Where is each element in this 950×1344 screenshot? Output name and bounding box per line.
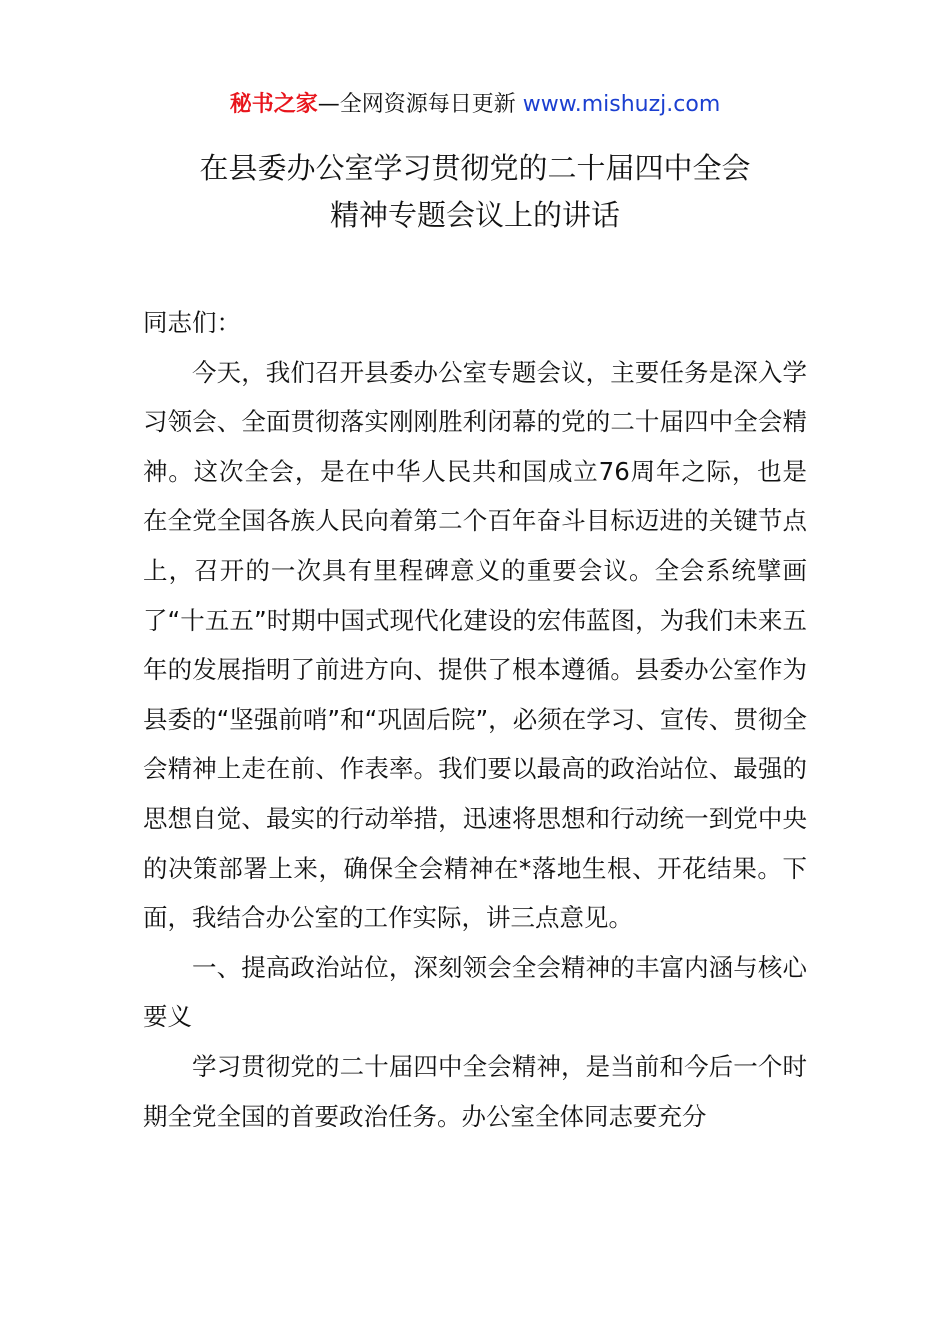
title-line-2: 精神专题会议上的讲话 [329,198,620,232]
document-body [143,298,807,1141]
site-url-link[interactable]: www.mishuzj.com [522,92,721,117]
body-paragraph: 今天，我们召开县委办公室专题会议，主要任务是深入学习领会、全面贯彻落实刚刚胜利闭幕的党的二十届四中全会精神。这次全会，是在中华人民共和国成立76周年之际，也是在全党全国各族人民向着第二个百年奋斗目标迈进的关键节点上，召开的一次具有里程碑意义的重要会议。全会系统擘画了“十五五”时期中国式现代化建设的宏伟蓝图，为我们未来五年的发展指明了前进方向、提供了根本遵循。县委办公室作为县委的“坚强前哨”和“巩固后院”，必须在学习、宣传、贯彻全会精神上走在前、作表率。我们要以最高的政治站位、最强的思想自觉、最实的行动举措，迅速将思想和行动统一到党中央的决策部署上来，确保全会精神在*落地生根、开花结果。下面，我结合办公室的工作实际，讲三点意见。 [143,357,807,933]
brand-name: 秘书之家 [229,92,318,117]
header-tagline: —全网资源每日更新 [317,92,523,117]
title-line-1: 在县委办公室学习贯彻党的二十届四中全会 [199,151,751,185]
body-paragraph: 学习贯彻党的二十届四中全会精神，是当前和今后一个时期全党全国的首要政治任务。办公室全体同志要充分 [143,1051,807,1131]
document-title [0,145,950,239]
site-header [0,88,950,122]
salutation: 同志们： [143,308,241,337]
section-heading: 一、提高政治站位，深刻领会全会精神的丰富内涵与核心要义 [143,952,807,1032]
